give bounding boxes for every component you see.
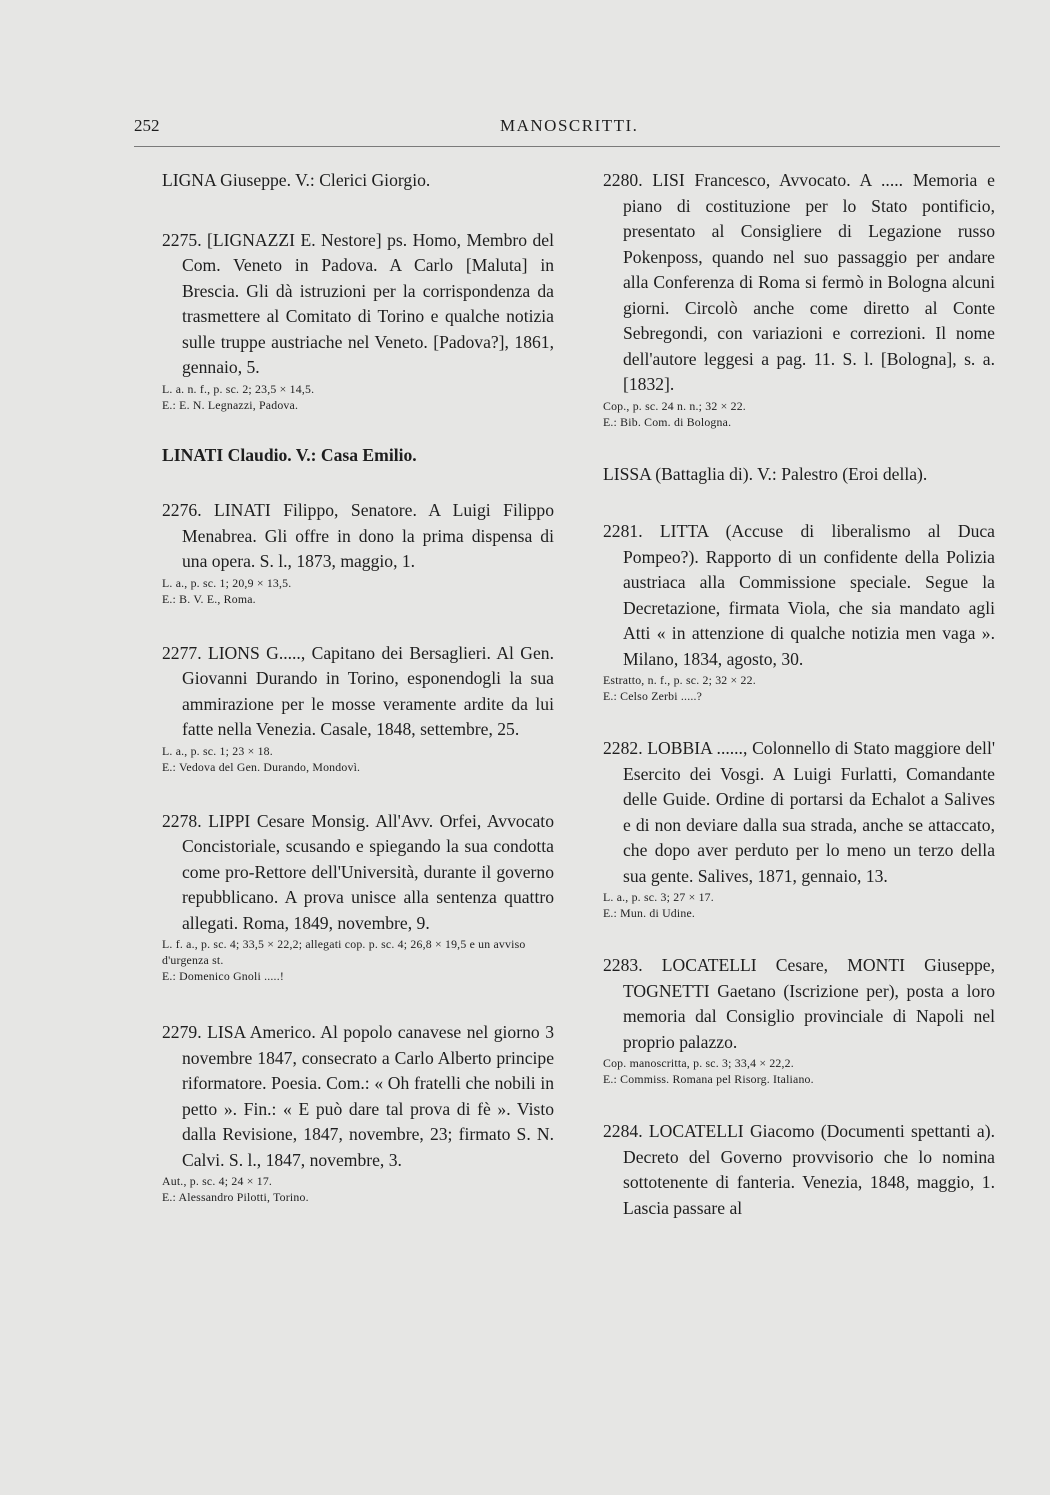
entry-text: 2276. LINATI Filippo, Senatore. A Luigi Filippo Menabrea. Gli offre in dono la prima dispensa di una opera. S. l., 1873, maggio, 1. bbox=[162, 500, 554, 571]
entry-text: 2282. LOBBIA ......, Colonnello di Stato maggiore dell' Esercito dei Vosgi. A Luigi Furlatti, Comandante delle Guide. Ordine di portarsi da Echalot a Salives e di non deviare dalla sua strada, anche se attaccato, che dopo aver perduto per lo meno un terzo della sua gente. Salives, 1871, gennaio, 13. bbox=[603, 738, 995, 886]
catalog-entry bbox=[162, 228, 554, 413]
catalog-entry bbox=[603, 1119, 995, 1221]
entry-owner: E.: Commiss. Romana pel Risorg. Italiano. bbox=[603, 1072, 814, 1086]
page-header bbox=[0, 112, 1050, 142]
entry-description: Aut., p. sc. 4; 24 × 17. bbox=[162, 1174, 273, 1188]
catalog-entry bbox=[603, 168, 995, 430]
entry-description: Cop. manoscritta, p. sc. 3; 33,4 × 22,2. bbox=[603, 1056, 794, 1070]
entry-owner: E.: Alessandro Pilotti, Torino. bbox=[162, 1190, 309, 1204]
page-number: 252 bbox=[134, 116, 160, 135]
right-column bbox=[603, 168, 995, 1247]
entry-description: Cop., p. sc. 24 n. n.; 32 × 22. bbox=[603, 398, 746, 413]
entry-text: 2283. LOCATELLI Cesare, MONTI Giuseppe, TOGNETTI Gaetano (Iscrizione per), posta a loro memoria dal Consiglio provinciale di Napoli nel proprio palazzo. bbox=[603, 955, 995, 1052]
catalog-entry bbox=[603, 519, 995, 704]
entry-owner: E.: Bib. Com. di Bologna. bbox=[603, 414, 732, 429]
entry-owner: E.: E. N. Legnazzi, Padova. bbox=[162, 397, 299, 412]
catalog-entry bbox=[162, 498, 554, 607]
entry-description: L. a., p. sc. 1; 23 × 18. bbox=[162, 743, 273, 758]
entry-owner: E.: Domenico Gnoli .....! bbox=[162, 969, 284, 983]
entry-description: L. a. n. f., p. sc. 2; 23,5 × 14,5. bbox=[162, 381, 315, 396]
catalog-entry bbox=[162, 1020, 554, 1205]
entry-text: 2280. LISI Francesco, Avvocato. A ..... Memoria e piano di costituzione per lo Stato pontificio, presentato al Consigliere di Legazione russo Pokenposs, quando nel suo passaggio per andare alla Conferenza di Roma si fermò in Bologna alcuni giorni. Circolò anche come diretto al Conte Sebregondi, con variazioni e correzioni. Il nome dell'autore leggesi a pag. 11. S. l. [Bologna], s. a. [1832]. bbox=[603, 170, 995, 394]
catalog-entry bbox=[603, 736, 995, 921]
catalog-entry bbox=[603, 953, 995, 1087]
catalog-entry bbox=[162, 641, 554, 775]
entry-owner: E.: Vedova del Gen. Durando, Mondovì. bbox=[162, 759, 361, 774]
header-rule bbox=[134, 146, 1000, 147]
entry-text: LIGNA Giuseppe. V.: Clerici Giorgio. bbox=[162, 170, 431, 190]
entry-description: L. a., p. sc. 3; 27 × 17. bbox=[603, 890, 714, 904]
entry-text: 2277. LIONS G....., Capitano dei Bersaglieri. Al Gen. Giovanni Durando in Torino, esponendogli la sua ammirazione per le mosse veramente ardite da lui fatte nella Venezia. Casale, 1848, settembre, 25. bbox=[162, 642, 554, 739]
entry-owner: E.: B. V. E., Roma. bbox=[162, 591, 256, 606]
cross-reference bbox=[162, 168, 554, 194]
cross-reference bbox=[603, 462, 995, 488]
entry-text: 2278. LIPPI Cesare Monsig. All'Avv. Orfei, Avvocato Concistoriale, scusando e spiegando la sua condotta come pro-Rettore dell'Università, durante il governo repubblicano. A prova unisce alla sentenza quattro allegati. Roma, 1849, novembre, 9. bbox=[162, 810, 554, 933]
entry-description: L. f. a., p. sc. 4; 33,5 × 22,2; allegati cop. p. sc. 4; 26,8 × 19,5 e un avviso d'urgenza st. bbox=[162, 937, 526, 967]
entry-text: LINATI Claudio. V.: Casa Emilio. bbox=[162, 444, 417, 465]
entry-text: 2281. LITTA (Accuse di liberalismo al Duca Pompeo?). Rapporto di un confidente della Polizia austriaca alla Commissione speciale. Segue la Decretazione, firmata Viola, che sia mandato agli Atti « in attenzione di qualche notizia men vaga ». Milano, 1834, agosto, 30. bbox=[603, 521, 995, 669]
running-title: MANOSCRITTI. bbox=[500, 116, 639, 135]
entry-text: 2279. LISA Americo. Al popolo canavese nel giorno 3 novembre 1847, consecrato a Carlo Alberto principe riformatore. Poesia. Com.: « Oh fratelli che nobili in petto ». Fin.: « E può dare tal prova di fè ». Visto dalla Revisione, 1847, novembre, 23; firmato S. N. Calvi. S. l., 1847, novembre, 3. bbox=[162, 1022, 554, 1170]
entry-text: 2284. LOCATELLI Giacomo (Documenti spettanti a). Decreto del Governo provvisorio che lo nomina sottotenente di fanteria. Venezia, 1848, maggio, 1. Lascia passare al bbox=[603, 1121, 995, 1218]
cross-reference bbox=[162, 443, 554, 469]
entry-text: LISSA (Battaglia di). V.: Palestro (Eroi della). bbox=[603, 463, 928, 484]
entry-description: L. a., p. sc. 1; 20,9 × 13,5. bbox=[162, 575, 292, 590]
entry-owner: E.: Mun. di Udine. bbox=[603, 906, 696, 920]
catalog-entry bbox=[162, 809, 554, 985]
entry-owner: E.: Celso Zerbi .....? bbox=[603, 689, 703, 703]
entry-text: 2275. [LIGNAZZI E. Nestore] ps. Homo, Membro del Com. Veneto in Padova. A Carlo [Maluta] in Brescia. Gli dà istruzioni per la corrispondenza da trasmettere al Comitato di Torino e qualche notizia sulle truppe austriache nel Veneto. [Padova?], 1861, gennaio, 5. bbox=[162, 229, 554, 377]
entry-description: Estratto, n. f., p. sc. 2; 32 × 22. bbox=[603, 673, 756, 687]
left-column bbox=[162, 168, 554, 1231]
